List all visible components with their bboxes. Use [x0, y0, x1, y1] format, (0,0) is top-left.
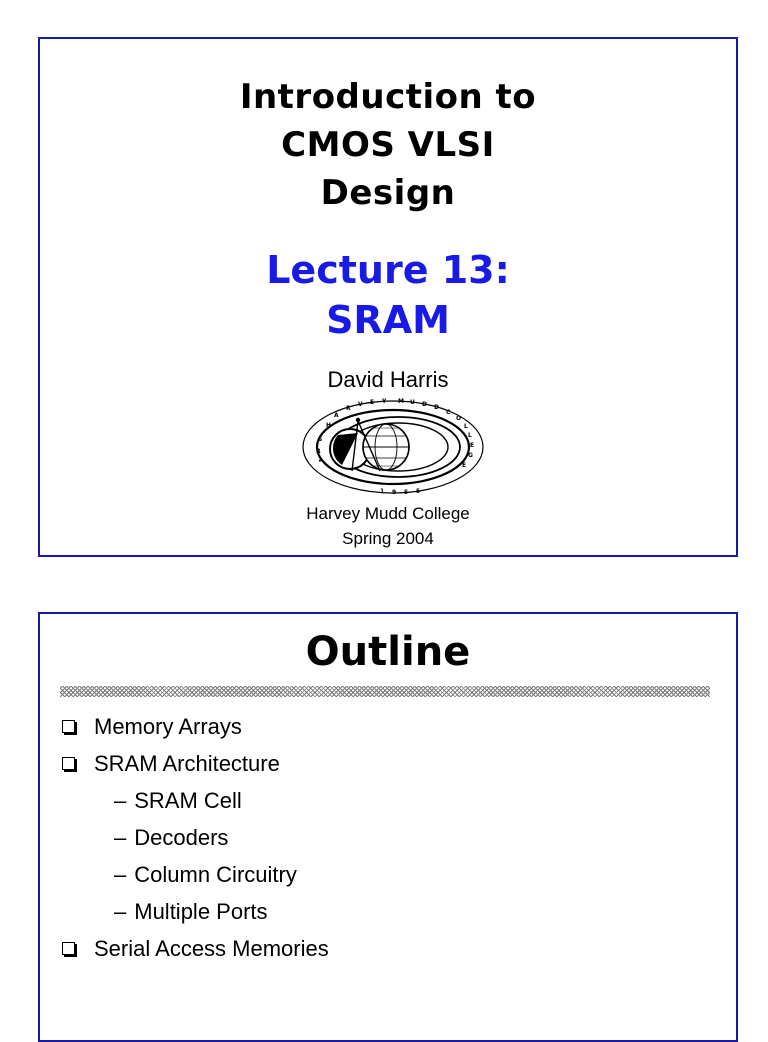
svg-text:R: R — [346, 405, 351, 412]
lecture-title-line: Lecture 13: — [266, 248, 510, 292]
svg-text:V: V — [358, 401, 363, 408]
course-title-line: CMOS VLSI — [281, 125, 495, 165]
svg-text:O: O — [456, 415, 462, 422]
lecture-title-line: SRAM — [326, 298, 450, 342]
svg-text:9: 9 — [392, 489, 397, 496]
checkbox-icon — [62, 757, 75, 770]
outline-title: Outline — [305, 629, 471, 675]
list-item-text: SRAM Architecture — [94, 750, 280, 776]
list-item-text: Column Circuitry — [134, 861, 297, 887]
list-item-text: Memory Arrays — [94, 713, 242, 739]
outline-slide — [38, 612, 738, 1042]
list-item-text: Decoders — [134, 824, 229, 850]
course-title-line: Introduction to — [239, 77, 537, 117]
svg-text:E: E — [470, 442, 475, 449]
svg-text:A: A — [334, 412, 339, 419]
svg-text:5: 5 — [416, 488, 421, 495]
dash-marker: – — [114, 787, 127, 813]
title-slide — [38, 37, 738, 557]
svg-text:G: G — [468, 452, 473, 459]
svg-text:D: D — [422, 401, 427, 408]
list-item — [60, 745, 710, 782]
dash-marker: – — [114, 898, 127, 924]
sub-list-item — [60, 782, 710, 819]
svg-text:S: S — [318, 436, 323, 443]
sub-list-item — [60, 819, 710, 856]
outline-list — [60, 708, 710, 967]
svg-text:1: 1 — [380, 488, 385, 495]
dash-marker: – — [114, 861, 127, 887]
svg-text:M: M — [398, 398, 404, 405]
svg-text:D: D — [434, 404, 439, 411]
checkbox-icon — [62, 942, 75, 955]
hatched-divider — [60, 686, 710, 697]
institution-name: Harvey Mudd College — [306, 504, 470, 523]
svg-text:U: U — [410, 399, 415, 406]
svg-text:R: R — [316, 448, 321, 455]
dash-marker: – — [114, 824, 127, 850]
institution-block — [40, 501, 736, 551]
list-item-text: Multiple Ports — [134, 898, 268, 924]
sub-list-item — [60, 893, 710, 930]
course-title — [40, 73, 736, 217]
list-item-text: Serial Access Memories — [94, 935, 329, 961]
lecture-title — [40, 245, 736, 345]
list-item-text: SRAM Cell — [134, 787, 242, 813]
svg-text:Y: Y — [382, 398, 387, 405]
list-item — [60, 930, 710, 967]
svg-text:•: • — [318, 458, 322, 465]
svg-text:E: E — [462, 462, 467, 469]
svg-text:L: L — [468, 432, 472, 439]
svg-text:H: H — [326, 422, 332, 429]
course-title-line: Design — [320, 173, 456, 213]
author-name: David Harris — [327, 367, 449, 392]
sub-list-item — [60, 856, 710, 893]
svg-text:L: L — [464, 423, 468, 430]
checkbox-icon — [62, 720, 75, 733]
term: Spring 2004 — [342, 529, 434, 548]
list-item — [60, 708, 710, 745]
svg-text:5: 5 — [404, 489, 409, 496]
harvey-mudd-college-seal-icon — [298, 397, 488, 497]
svg-text:C: C — [446, 409, 451, 416]
svg-text:E: E — [370, 399, 375, 406]
